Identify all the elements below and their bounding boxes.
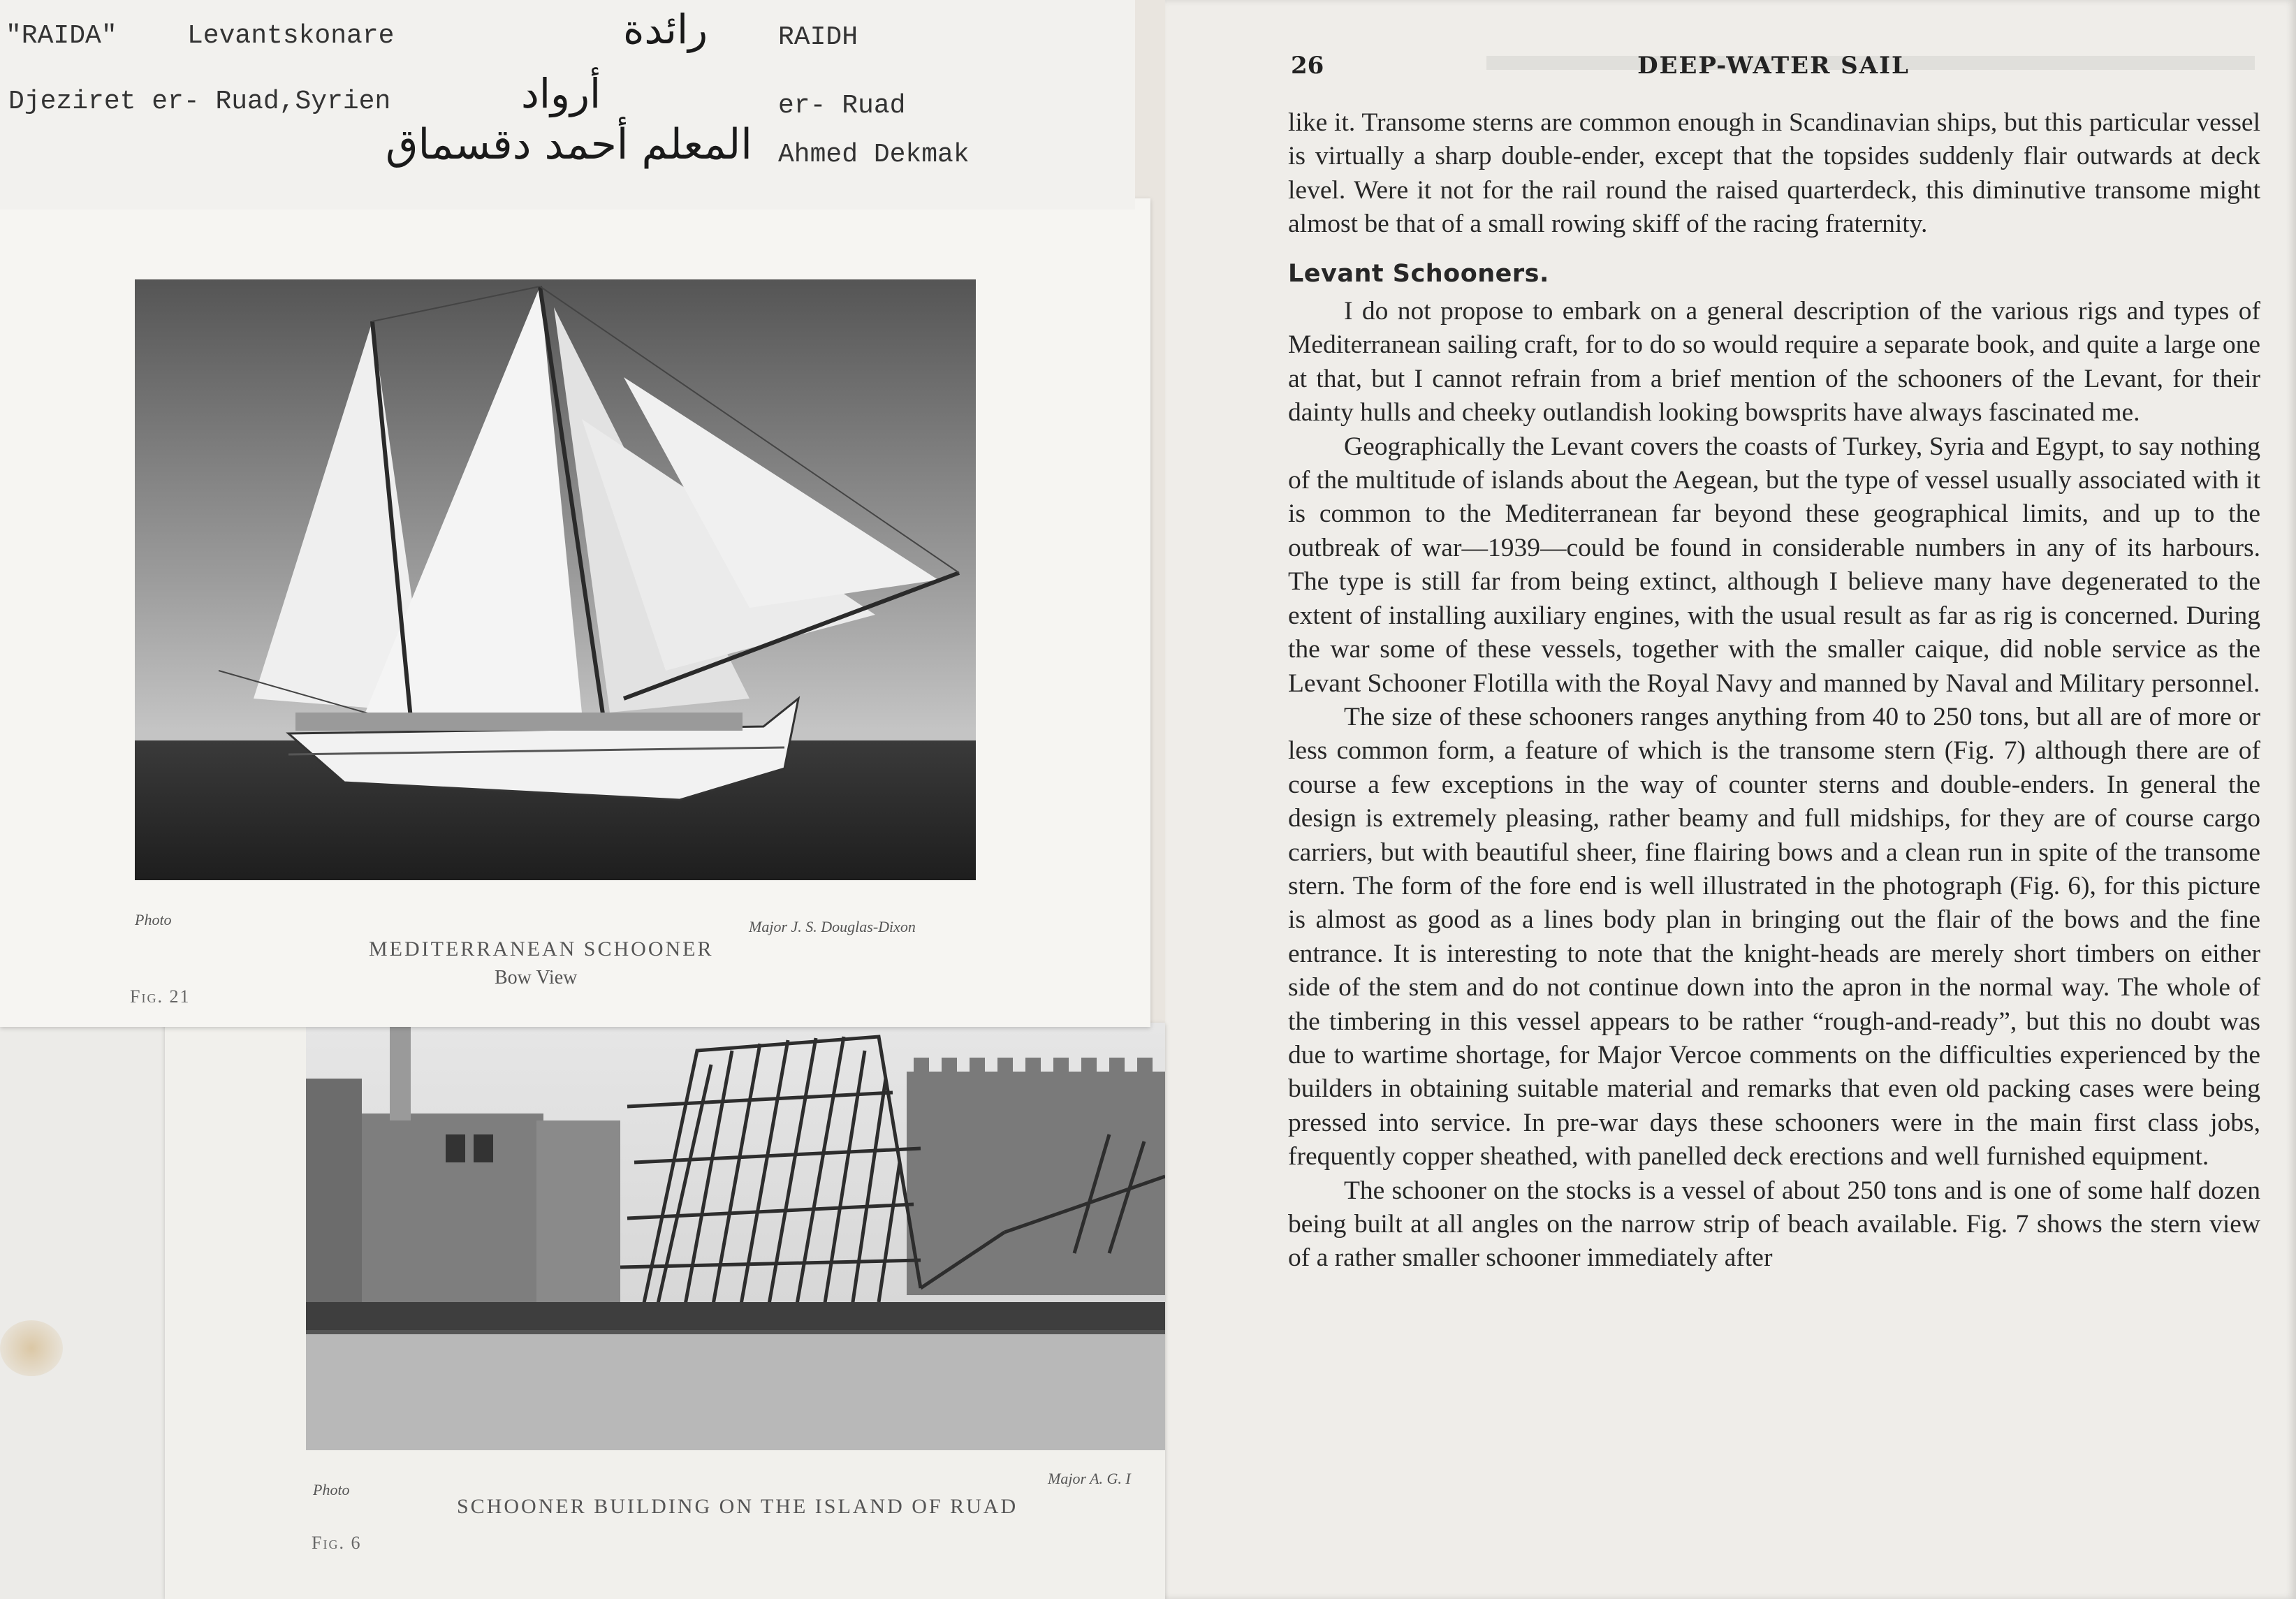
owner-name-latin: Ahmed Dekmak xyxy=(778,140,970,170)
body-text xyxy=(1288,106,2260,1276)
vessel-name-arabic: رائدة xyxy=(623,6,708,53)
running-head: DEEP-WATER SAIL xyxy=(1637,52,1910,80)
index-card xyxy=(0,0,1135,210)
photo-caption: SCHOONER BUILDING ON THE ISLAND OF RUAD xyxy=(457,1495,1018,1518)
photo-credit-right: Major A. G. I xyxy=(1048,1470,1131,1487)
figure-label: Fig. 6 xyxy=(312,1533,362,1553)
paragraph-3: Geographically the Levant covers the coasts of Turkey, Syria and Egypt, to say nothing of the multitude of islands about the Aegean, but the type of vessel usually associated with it is common to the Mediterranean far beyond these geographical limits, and up to the outbreak of war—1939—could be found in considerable numbers in any of its harbours. The type is still far from being extinct, although I believe many have degenerated to the extent of installing auxiliary engines, with the usual result as far as rig is concerned. During the war some of these vessels, together with the smaller caique, did noble service as the Levant Schooner Flotilla with the Royal Navy and manned by Naval and Military personnel. xyxy=(1288,432,2260,698)
photo-credit-left: Photo xyxy=(313,1481,350,1498)
vessel-name-latin: RAIDH xyxy=(778,22,858,52)
book-page xyxy=(1165,0,2296,1599)
owner-name-arabic: المعلم أحمد دقسماق xyxy=(386,120,752,169)
photo-caption: MEDITERRANEAN SCHOONER xyxy=(369,937,714,961)
home-port: Djeziret er- Ruad,Syrien xyxy=(8,87,391,117)
schooner-illustration xyxy=(135,279,976,880)
schooner-photo xyxy=(135,279,976,880)
vessel-type: Levantskonare xyxy=(187,21,395,51)
home-port-latin: er- Ruad xyxy=(778,91,906,121)
home-port-arabic: أرواد xyxy=(521,70,601,117)
paragraph-5: The schooner on the stocks is a vessel of about 250 tons and is one of some half dozen being built at all angles on the narrow strip of beach available. Fig. 7 shows the stern view of a rather smaller schooner immediately after xyxy=(1288,1176,2260,1273)
photo-credit-right: Major J. S. Douglas-Dixon xyxy=(749,918,916,935)
photo-subcaption: Bow View xyxy=(495,967,578,988)
figure-label: Fig. 21 xyxy=(130,986,191,1007)
photo-print-schooner xyxy=(0,198,1150,1027)
page-header xyxy=(1291,52,2256,87)
vessel-name: "RAIDA" xyxy=(6,21,117,51)
ruad-shipyard-photo xyxy=(306,1023,1165,1450)
photo-credit-left: Photo xyxy=(135,911,172,928)
mount-board xyxy=(0,1027,165,1599)
paragraph-4: The size of these schooners ranges anything from 40 to 250 tons, but all are of more or less common form, a feature of which is the transome stern (Fig. 7) although there are of course a few exceptions in the way of counter sterns and double-enders. In general the design is extremely pleasing, rather beamy and full midships, for they are of course cargo carriers, but with beautiful sheer, fine flairing bows and a clean run in spite of the transome stern. The form of the fore end is well illustrated in the photograph (Fig. 6), for this picture is almost as good as a lines body plan in bringing out the flair of the bows and the fine entrance. It is interesting to note that the knight-heads are merely short timbers on either side of the stem and do not continue down into the apron in the normal way. The whole of the timbering in this vessel appears to be rather “rough-and-ready”, but this no doubt was due to wartime shortage, for Major Vercoe comments on the difficulties experienced by the builders in obtaining suitable material and remarks that even old packing cases were being pressed into service. In pre-war days these schooners were in the main first class jobs, frequently copper sheathed, with panelled deck erections and well furnished equipment. xyxy=(1288,702,2260,1171)
paragraph-1: like it. Transome sterns are common enough in Scandinavian ships, but this particular vessel is virtually a sharp double-ender, except that the topsides suddenly flair outwards at deck level. Were it not for the rail round the raised quarterdeck, this diminutive transome might almost be that of a small rowing skiff of the racing fraternity. xyxy=(1288,108,2260,239)
paragraph-2: I do not propose to embark on a general description of the various rigs and types of Mediterranean sailing craft, for to do so would require a separate book, and quite a large one at that, but I cannot refrain from a brief mention of the schooners of the Levant, for their dainty hulls and cheeky outlandish looking bowsprits have always fascinated me. xyxy=(1288,297,2260,428)
photo-print-ruad xyxy=(165,1023,1165,1599)
page-number: 26 xyxy=(1291,52,1324,80)
shipyard-illustration xyxy=(306,1023,1165,1450)
section-heading: Levant Schooners. xyxy=(1288,259,1549,288)
stain-mark xyxy=(0,1320,63,1376)
